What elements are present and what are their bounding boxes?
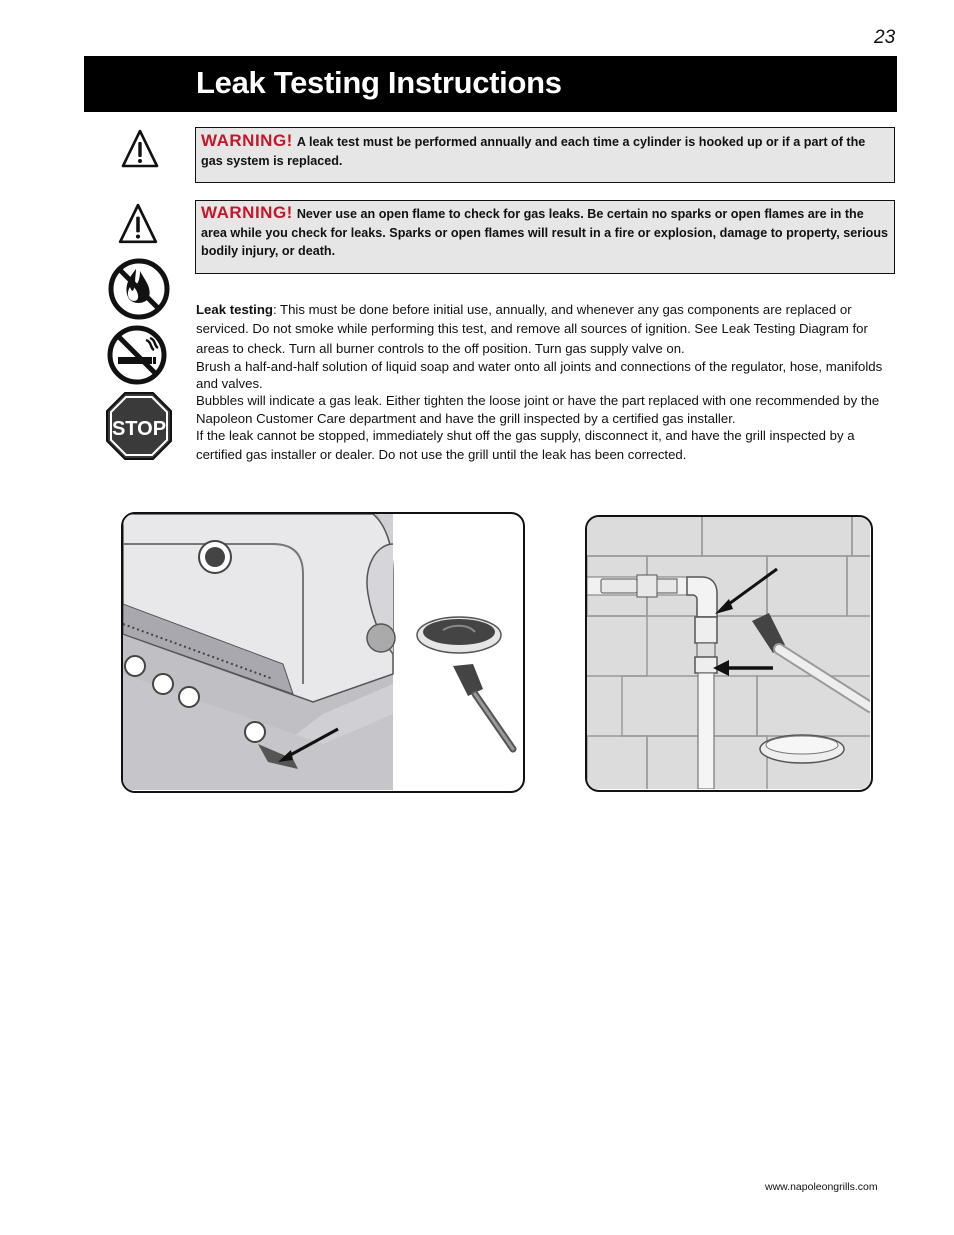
warning-triangle-icon (120, 128, 160, 170)
warning-box-open-flame (195, 200, 895, 274)
stop-sign-icon (105, 391, 173, 461)
gas-line-illustration (587, 517, 870, 789)
no-open-flame-icon (106, 257, 172, 321)
paragraph-brush: Brush a half-and-half solution of liquid soap and water onto all joints and connections of the regulator, hose, manifolds and valves. (196, 358, 883, 392)
warning-text: Never use an open flame to check for gas leaks. Be certain no sparks or open flames are in the area while you check for leaks. Sparks or open flames will result in a fire or explosion, damage to property, serious bodily injury, or death. (201, 207, 889, 258)
leak-testing-label: Leak testing (196, 302, 273, 317)
leak-test-diagram-gas-line (585, 515, 873, 792)
warning-box-annual (195, 127, 895, 183)
paragraph-unstoppable-leak: If the leak cannot be stopped, immediately shut off the gas supply, disconnect it, and have the grill inspected by a certified gas installer or dealer. Do not use the grill until the leak has been corrected. (196, 427, 855, 462)
page-title: Leak Testing Instructions (196, 65, 562, 100)
warning-triangle-icon (117, 202, 159, 246)
leak-testing-body (196, 300, 901, 464)
page-number: 23 (874, 27, 896, 48)
paragraph-intro (196, 300, 901, 358)
warning-label: WARNING! (201, 203, 293, 222)
warning-text: A leak test must be performed annually and each time a cylinder is hooked up or if a part of the gas system is replaced. (201, 135, 866, 168)
stop-sign-text: STOP (111, 418, 167, 440)
footer-url: www.napoleongrills.com (765, 1181, 878, 1193)
paragraph-bubbles: Bubbles will indicate a gas leak. Either tighten the loose joint or have the part replaced with one recommended by the Napoleon Customer Care department and have the grill inspected by a certified gas installer. (196, 393, 880, 426)
grill-illustration (123, 514, 522, 790)
warning-label: WARNING! (201, 131, 293, 150)
paragraph-intro-text: : This must be done before initial use, annually, and whenever any gas components are replaced or serviced. Do not smoke while performing this test, and remove all sources of ignition. See Leak Testing Diagram for areas to check. Turn all burner controls to the off position. Turn gas supply valve on. (196, 302, 868, 356)
no-smoking-icon (106, 324, 168, 386)
leak-test-diagram-grill (121, 512, 525, 793)
